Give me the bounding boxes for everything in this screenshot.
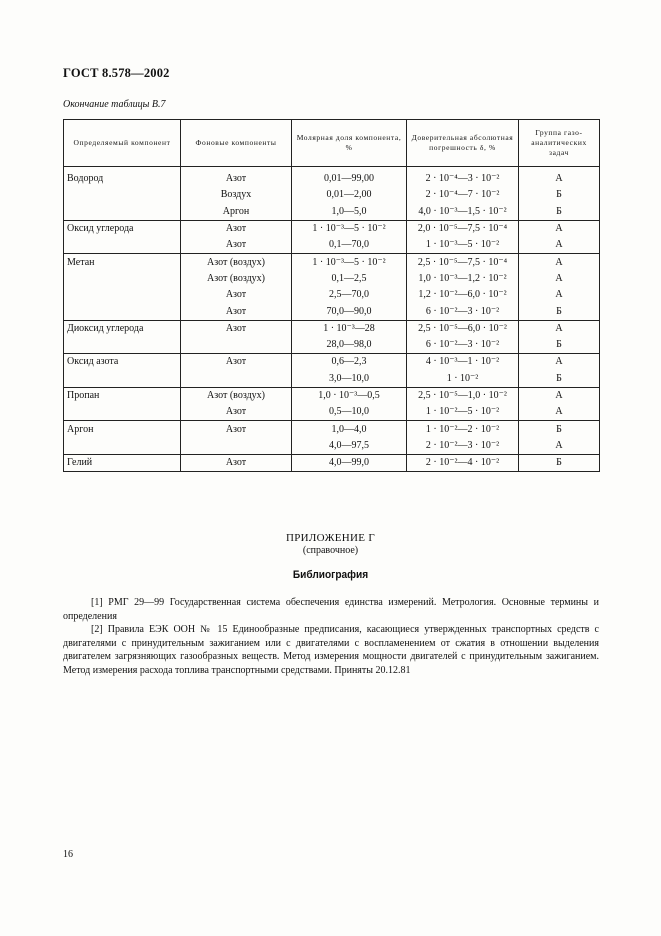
bibliography-title: Библиография bbox=[292, 569, 369, 581]
cell-background: Азот bbox=[181, 455, 292, 472]
cell-group: А bbox=[519, 387, 600, 404]
cell-background: Азот bbox=[181, 320, 292, 337]
cell-error: 2 · 10⁻⁴—3 · 10⁻² bbox=[407, 171, 519, 187]
cell-error: 2 · 10⁻²—3 · 10⁻² bbox=[407, 438, 519, 455]
cell-background bbox=[181, 337, 292, 354]
cell-component: Гелий bbox=[64, 455, 181, 472]
table-row bbox=[64, 320, 600, 337]
cell-component: Метан bbox=[64, 254, 181, 271]
cell-fraction: 70,0—90,0 bbox=[292, 303, 407, 320]
cell-error: 2,5 · 10⁻⁵—1,0 · 10⁻² bbox=[407, 387, 519, 404]
table-row bbox=[64, 438, 600, 455]
cell-error: 4,0 · 10⁻³—1,5 · 10⁻² bbox=[407, 204, 519, 221]
cell-fraction: 28,0—98,0 bbox=[292, 337, 407, 354]
table-row bbox=[64, 354, 600, 371]
table-row bbox=[64, 204, 600, 221]
header-error: Доверительная абсолютная погрешность δ, % bbox=[407, 120, 519, 167]
cell-group: Б bbox=[519, 371, 600, 388]
bibliography-list bbox=[63, 596, 599, 678]
cell-fraction: 0,01—2,00 bbox=[292, 187, 407, 203]
cell-group: Б bbox=[519, 337, 600, 354]
cell-group: А bbox=[519, 438, 600, 455]
table-row bbox=[64, 187, 600, 203]
cell-fraction: 1,0—5,0 bbox=[292, 204, 407, 221]
cell-group: А bbox=[519, 354, 600, 371]
cell-component bbox=[64, 337, 181, 354]
table-row bbox=[64, 171, 600, 187]
table-row bbox=[64, 455, 600, 472]
cell-fraction: 1 · 10⁻³—28 bbox=[292, 320, 407, 337]
table-row bbox=[64, 237, 600, 254]
cell-group: Б bbox=[519, 187, 600, 203]
document-title: ГОСТ 8.578—2002 bbox=[63, 66, 170, 80]
header-component: Определяемый компонент bbox=[64, 120, 181, 167]
table-row bbox=[64, 287, 600, 303]
appendix-subtitle: (справочное) bbox=[302, 545, 359, 556]
cell-error: 1,0 · 10⁻³—1,2 · 10⁻² bbox=[407, 271, 519, 287]
cell-group: Б bbox=[519, 421, 600, 438]
cell-background: Аргон bbox=[181, 204, 292, 221]
cell-fraction: 1,0—4,0 bbox=[292, 421, 407, 438]
cell-fraction: 0,1—2,5 bbox=[292, 271, 407, 287]
cell-group: А bbox=[519, 171, 600, 187]
cell-component bbox=[64, 287, 181, 303]
cell-error: 1 · 10⁻³—5 · 10⁻² bbox=[407, 237, 519, 254]
cell-background: Азот bbox=[181, 421, 292, 438]
cell-component bbox=[64, 271, 181, 287]
cell-error: 6 · 10⁻²—3 · 10⁻² bbox=[407, 337, 519, 354]
data-table bbox=[63, 119, 600, 472]
table-row bbox=[64, 220, 600, 237]
cell-component: Оксид азота bbox=[64, 354, 181, 371]
cell-group: А bbox=[519, 404, 600, 421]
cell-error: 4 · 10⁻³—1 · 10⁻² bbox=[407, 354, 519, 371]
cell-background: Азот bbox=[181, 220, 292, 237]
cell-group: Б bbox=[519, 204, 600, 221]
cell-background: Воздух bbox=[181, 187, 292, 203]
table-body bbox=[64, 167, 600, 472]
header-background: Фоновые компоненты bbox=[181, 120, 292, 167]
cell-background: Азот bbox=[181, 404, 292, 421]
cell-group: А bbox=[519, 220, 600, 237]
cell-group: Б bbox=[519, 455, 600, 472]
cell-fraction: 4,0—97,5 bbox=[292, 438, 407, 455]
cell-background: Азот bbox=[181, 237, 292, 254]
cell-fraction: 0,1—70,0 bbox=[292, 237, 407, 254]
cell-background: Азот bbox=[181, 354, 292, 371]
cell-error: 2,5 · 10⁻⁵—7,5 · 10⁻⁴ bbox=[407, 254, 519, 271]
cell-fraction: 1 · 10⁻³—5 · 10⁻² bbox=[292, 254, 407, 271]
cell-fraction: 4,0—99,0 bbox=[292, 455, 407, 472]
cell-error: 2,5 · 10⁻⁵—6,0 · 10⁻² bbox=[407, 320, 519, 337]
cell-component: Водород bbox=[64, 171, 181, 187]
cell-error: 2 · 10⁻²—4 · 10⁻² bbox=[407, 455, 519, 472]
header-fraction: Молярная доля компонента, % bbox=[292, 120, 407, 167]
cell-error: 1 · 10⁻²—2 · 10⁻² bbox=[407, 421, 519, 438]
table-row bbox=[64, 371, 600, 388]
cell-fraction: 1 · 10⁻³—5 · 10⁻² bbox=[292, 220, 407, 237]
cell-component: Аргон bbox=[64, 421, 181, 438]
cell-component bbox=[64, 204, 181, 221]
table-row bbox=[64, 337, 600, 354]
cell-fraction: 0,5—10,0 bbox=[292, 404, 407, 421]
cell-component bbox=[64, 187, 181, 203]
appendix-title: ПРИЛОЖЕНИЕ Г bbox=[285, 532, 376, 544]
cell-fraction: 3,0—10,0 bbox=[292, 371, 407, 388]
cell-component: Диоксид углерода bbox=[64, 320, 181, 337]
bibliography-entry: [2] Правила ЕЭК ООН № 15 Единообразные предписания, касающиеся утвержденных транспортных средств с двигателями с принудительным зажиганием или с двигателями с воспламенением от сжатия в отношении выделения двигателем загрязняющих газообразных веществ. Метод измерения мощности двигателей с принудительным зажиганием. Метод измерения расхода топлива транспортными средствами. Приняты 20.12.81 bbox=[63, 624, 599, 676]
cell-fraction: 0,01—99,00 bbox=[292, 171, 407, 187]
cell-error: 1 · 10⁻²—5 · 10⁻² bbox=[407, 404, 519, 421]
cell-fraction: 0,6—2,3 bbox=[292, 354, 407, 371]
cell-group: А bbox=[519, 287, 600, 303]
bibliography-entry: [1] РМГ 29—99 Государственная система обеспечения единства измерений. Метрология. Основные термины и определения bbox=[63, 597, 599, 622]
table-row bbox=[64, 404, 600, 421]
cell-component bbox=[64, 404, 181, 421]
cell-background: Азот bbox=[181, 287, 292, 303]
cell-group: А bbox=[519, 271, 600, 287]
cell-component bbox=[64, 237, 181, 254]
table-row bbox=[64, 254, 600, 271]
cell-component: Пропан bbox=[64, 387, 181, 404]
cell-error: 2 · 10⁻⁴—7 · 10⁻² bbox=[407, 187, 519, 203]
cell-background: Азот (воздух) bbox=[181, 387, 292, 404]
table-row bbox=[64, 421, 600, 438]
cell-background bbox=[181, 438, 292, 455]
cell-component bbox=[64, 438, 181, 455]
cell-group: А bbox=[519, 254, 600, 271]
cell-fraction: 1,0 · 10⁻³—0,5 bbox=[292, 387, 407, 404]
table-row bbox=[64, 303, 600, 320]
cell-error: 6 · 10⁻²—3 · 10⁻² bbox=[407, 303, 519, 320]
cell-component: Оксид углерода bbox=[64, 220, 181, 237]
table-row bbox=[64, 387, 600, 404]
cell-error: 1 · 10⁻² bbox=[407, 371, 519, 388]
cell-component bbox=[64, 303, 181, 320]
cell-component bbox=[64, 371, 181, 388]
cell-error: 2,0 · 10⁻⁵—7,5 · 10⁻⁴ bbox=[407, 220, 519, 237]
table-header-row bbox=[64, 120, 600, 167]
cell-group: Б bbox=[519, 303, 600, 320]
table-caption: Окончание таблицы В.7 bbox=[63, 99, 166, 110]
cell-group: А bbox=[519, 320, 600, 337]
cell-background: Азот bbox=[181, 171, 292, 187]
cell-background bbox=[181, 371, 292, 388]
cell-background: Азот bbox=[181, 303, 292, 320]
page-number: 16 bbox=[63, 849, 73, 860]
cell-group: А bbox=[519, 237, 600, 254]
cell-background: Азот (воздух) bbox=[181, 254, 292, 271]
table-row bbox=[64, 271, 600, 287]
header-group: Группа газо-аналитических задач bbox=[519, 120, 600, 167]
cell-fraction: 2,5—70,0 bbox=[292, 287, 407, 303]
cell-background: Азот (воздух) bbox=[181, 271, 292, 287]
cell-error: 1,2 · 10⁻²—6,0 · 10⁻² bbox=[407, 287, 519, 303]
